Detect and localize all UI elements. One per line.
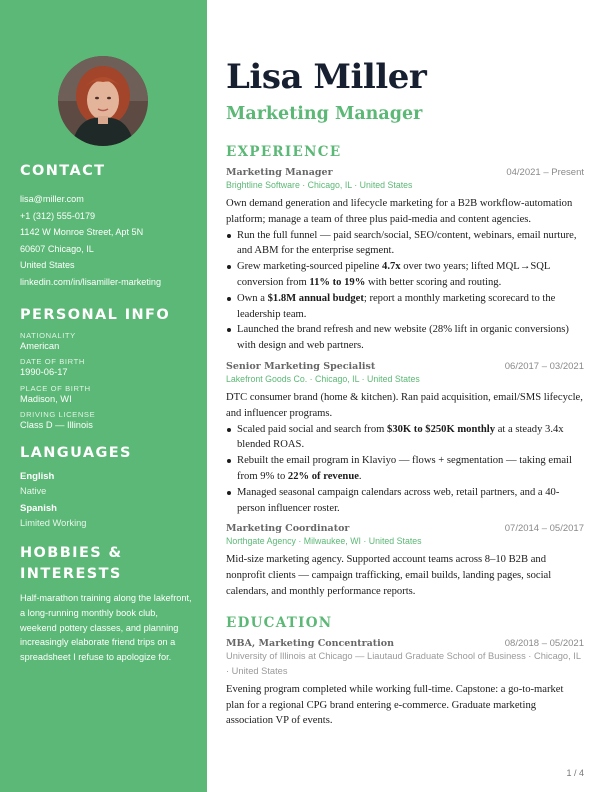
language-level: Limited Working: [20, 518, 87, 529]
job-entry: [226, 523, 584, 599]
job-bullet: Run the full funnel — paid search/social, SEO/content, webinars, email nurture, and ABM for the enterprise segment.: [237, 228, 584, 260]
job-bullet: Rebuilt the email program in Klaviyo — flows + segmentation — taking email from 9% to 22% of revenue.: [237, 453, 584, 485]
contact-heading: CONTACT: [20, 163, 106, 179]
language-name: Spanish: [20, 503, 57, 515]
languages-heading: LANGUAGES: [20, 445, 132, 462]
driving-license-label: DRIVING LICENSE: [20, 410, 96, 420]
job-organization: Northgate Agency · Milwaukee, WI · United States: [226, 536, 422, 547]
job-organization: Brightline Software · Chicago, IL · United States: [226, 180, 413, 190]
hobbies-text: Half-marathon training along the lakefront, a long-running monthly book club, weekend pottery classes, and planning increasingly elaborate friend trips on a spreadsheet I refuse to apologize for.: [20, 593, 192, 663]
job-bullet: Scaled paid social and search from $30K to $250K monthly at a steady 3.4x blended ROAS.: [237, 422, 584, 454]
contact-block: [20, 191, 192, 291]
main-content: [226, 56, 584, 729]
education-dates: 08/2018 – 05/2021: [504, 637, 584, 649]
language-level: Native: [20, 486, 47, 497]
job-bullets: [226, 228, 584, 354]
job-dates: 04/2021 – Present: [506, 167, 584, 178]
job-dates: 06/2017 – 03/2021: [504, 360, 584, 372]
personal-info-block: [20, 331, 192, 432]
personal-info-heading: PERSONAL INFO: [20, 306, 171, 323]
job-title: Senior Marketing Specialist: [226, 360, 376, 372]
job-title: Marketing Manager: [226, 167, 333, 178]
job-entry: [226, 167, 584, 354]
hobbies-heading: [20, 543, 192, 585]
place-of-birth-value: Madison, WI: [20, 393, 72, 404]
contact-city: 60607 Chicago, IL: [20, 243, 94, 254]
education-entry: [226, 638, 584, 729]
job-bullets: [226, 422, 584, 517]
contact-street: 1142 W Monroe Street, Apt 5N: [20, 227, 144, 238]
education-heading: EDUCATION: [226, 614, 333, 631]
job-bullet: Launched the brand refresh and new website (28% lift in organic conversions) with design and web partners.: [237, 322, 584, 354]
job-entry: [226, 361, 584, 516]
education-header: [226, 638, 584, 649]
person-name: Lisa Miller: [226, 57, 427, 97]
date-of-birth-label: DATE OF BIRTH: [20, 357, 85, 367]
job-summary: DTC consumer brand (home & kitchen). Ran paid acquisition, email/SMS lifecycle, and influencer programs.: [226, 391, 583, 419]
job-title: Marketing Coordinator: [226, 523, 350, 535]
sidebar: [0, 0, 207, 792]
contact-phone[interactable]: +1 (312) 555-0179: [20, 210, 96, 221]
job-bullet: Managed seasonal campaign calendars across web, retail partners, and a 40-person influencer roster.: [237, 485, 584, 517]
place-of-birth-label: PLACE OF BIRTH: [20, 383, 91, 393]
sidebar-content: [20, 161, 192, 665]
job-summary: Own demand generation and lifecycle marketing for a B2B workflow-automation platform; manage a team of three plus paid-media and content agencies.: [226, 198, 573, 225]
page-number: 1 / 4: [566, 768, 584, 778]
contact-email[interactable]: lisa@miller.com: [20, 194, 84, 204]
job-bullet: Grew marketing-sourced pipeline 4.7x over two years; lifted MQL→SQL conversion from 11% to 19% with better scoring and routing.: [237, 259, 584, 291]
education-degree: MBA, Marketing Concentration: [226, 637, 395, 649]
language-name: English: [20, 471, 55, 483]
experience-heading: EXPERIENCE: [226, 144, 342, 160]
languages-block: [20, 470, 192, 530]
avatar-photo: [58, 56, 148, 146]
job-header: [226, 361, 584, 372]
person-title: Marketing Manager: [226, 104, 423, 124]
date-of-birth-value: 1990-06-17: [20, 367, 68, 378]
nationality-value: American: [20, 340, 60, 351]
contact-country: United States: [20, 260, 75, 271]
education-institution: University of Illinois at Chicago — Liautaud Graduate School of Business · Chicago, IL · United States: [226, 650, 581, 676]
job-header: [226, 523, 584, 534]
hobbies-heading-line2: INTERESTS: [20, 566, 122, 583]
nationality-label: NATIONALITY: [20, 330, 76, 340]
driving-license-value: Class D — Illinois: [20, 420, 93, 431]
contact-linkedin[interactable]: linkedin.com/in/lisamiller-marketing: [20, 276, 161, 287]
job-header: [226, 167, 584, 178]
job-bullet: Own a $1.8M annual budget; report a monthly marketing scorecard to the leadership team.: [237, 291, 584, 323]
education-summary: Evening program completed while working full-time. Capstone: a go-to-market plan for a regional CPG brand entering e-commerce. Graduate marketing association VP of events.: [226, 683, 564, 727]
hobbies-heading-line1: HOBBIES &: [20, 545, 123, 562]
avatar: [58, 56, 148, 146]
job-summary: Mid-size marketing agency. Supported account teams across 8–10 B2B and nonprofit clients — campaign trafficking, email builds, landing pages, social calendars, and monthly performance reports.: [226, 554, 552, 597]
job-dates: 07/2014 – 05/2017: [504, 523, 584, 535]
job-organization: Lakefront Goods Co. · Chicago, IL · United States: [226, 373, 420, 384]
